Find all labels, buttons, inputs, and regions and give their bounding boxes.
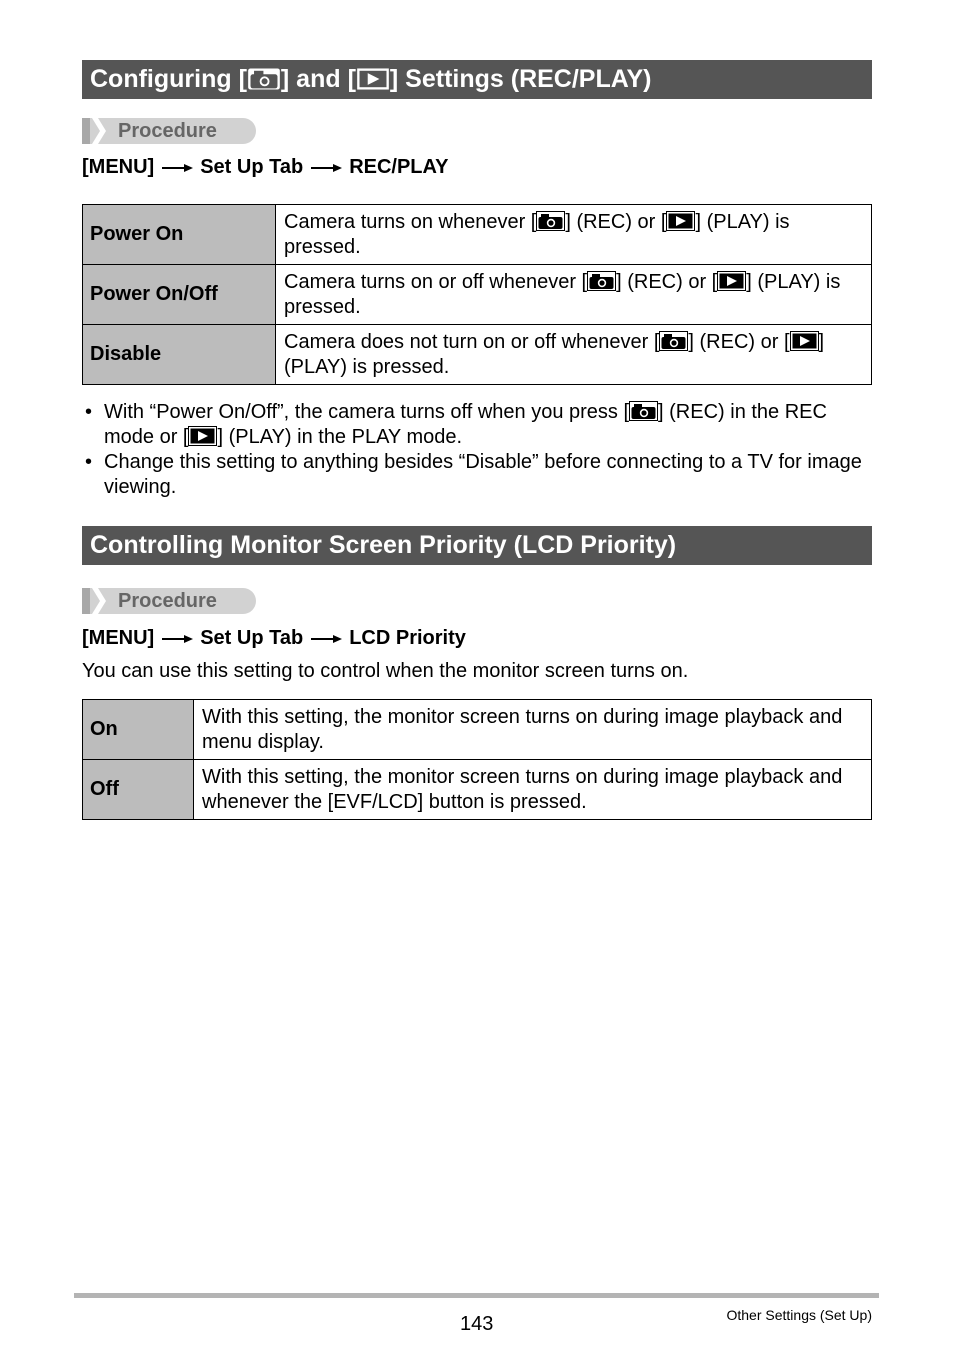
page-number: 143 (460, 1313, 494, 1335)
menu-path: [MENU] Set Up Tab REC/PLAY (82, 156, 449, 178)
play-icon (717, 271, 746, 291)
table-row (83, 265, 872, 325)
table-row (83, 760, 872, 820)
arrow-right-icon (309, 163, 343, 173)
table-row (83, 700, 872, 760)
setting-description: Camera turns on whenever [ ] (REC) or [ ] (PLAY) is pressed. (276, 205, 872, 265)
camera-icon (659, 331, 688, 351)
arrow-right-icon (309, 634, 343, 644)
play-icon (188, 426, 217, 446)
camera-icon (587, 271, 616, 291)
arrow-right-icon (160, 163, 194, 173)
play-icon (790, 331, 819, 351)
table-row (83, 325, 872, 385)
footer-section-name: Other Settings (Set Up) (726, 1307, 872, 1323)
list-item: • With “Power On/Off”, the camera turns off when you press [ ] (REC) in the REC mode or [ ] (PLAY) in the PLAY mode. (85, 401, 827, 448)
camera-icon (247, 67, 281, 91)
setting-description: Camera turns on or off whenever [ ] (REC) or [ ] (PLAY) is pressed. (276, 265, 872, 325)
lcd-priority-settings-table (82, 699, 872, 820)
setting-name: On (83, 700, 194, 760)
menu-path: [MENU] Set Up Tab LCD Priority (82, 627, 466, 649)
section-title-rec-play: Configuring [ ] and [ ] Settings (REC/PLAY) (82, 60, 872, 99)
setting-description: Camera does not turn on or off whenever [ ] (REC) or [ ] (PLAY) is pressed. (276, 325, 872, 385)
setting-name: Off (83, 760, 194, 820)
setting-description: With this setting, the monitor screen turns on during image playback and whenever the [EVF/LCD] button is pressed. (194, 760, 872, 820)
camera-icon (629, 401, 658, 421)
footer-divider (74, 1293, 879, 1298)
rec-play-settings-table (82, 204, 872, 385)
arrow-right-icon (160, 634, 194, 644)
chevron-right-icon (82, 118, 106, 144)
setting-name: Power On (83, 205, 276, 265)
setting-name: Power On/Off (83, 265, 276, 325)
table-row (83, 205, 872, 265)
procedure-tab: Procedure (82, 118, 256, 144)
play-icon (356, 67, 390, 91)
setting-description: With this setting, the monitor screen turns on during image playback and menu display. (194, 700, 872, 760)
notes-list (82, 400, 882, 500)
play-icon (666, 211, 695, 231)
section-title-lcd-priority: Controlling Monitor Screen Priority (LCD Priority) (82, 526, 872, 565)
section-intro: You can use this setting to control when the monitor screen turns on. (82, 660, 689, 682)
chevron-right-icon (82, 588, 106, 614)
setting-name: Disable (83, 325, 276, 385)
procedure-tab: Procedure (82, 588, 256, 614)
camera-icon (536, 211, 565, 231)
list-item: • Change this setting to anything besides “Disable” before connecting to a TV for image viewing. (85, 451, 862, 498)
